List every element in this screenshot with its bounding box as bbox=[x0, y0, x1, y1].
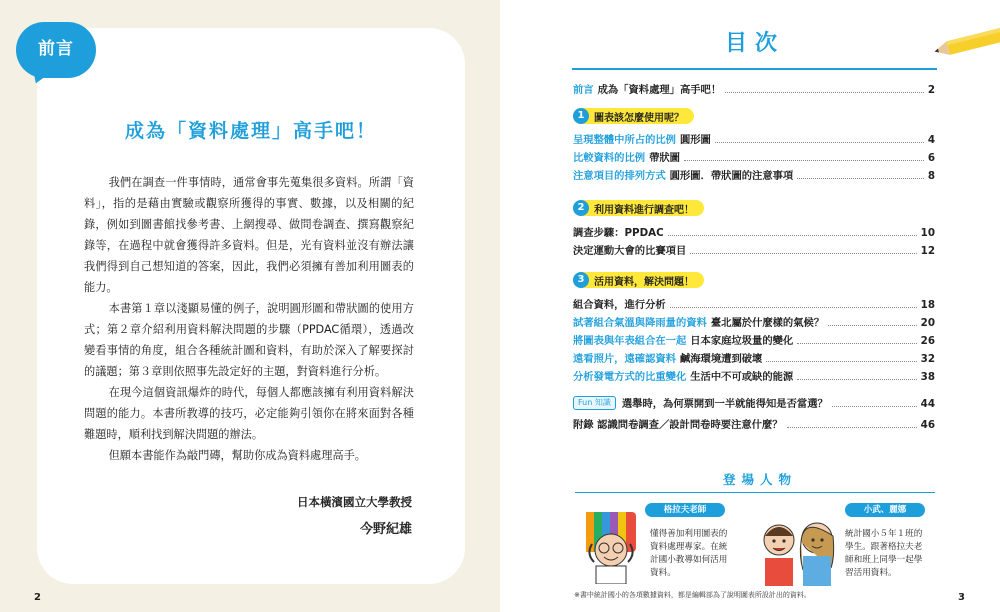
toc-item-title: 圓形圖 bbox=[679, 134, 711, 146]
toc-item-title: 鹹海環境遭到破壞 bbox=[679, 353, 763, 365]
toc-leader bbox=[715, 142, 924, 143]
students-illustration bbox=[757, 514, 841, 586]
character-name-tag: 小武、麗娜 bbox=[845, 503, 925, 517]
toc-item-page: 32 bbox=[920, 353, 935, 365]
toc-item-blue: 呈現整體中所占的比例 bbox=[573, 134, 676, 146]
toc-item-preface[interactable] bbox=[573, 80, 935, 96]
toc-item[interactable] bbox=[573, 367, 935, 383]
toc-item-page: 8 bbox=[927, 170, 935, 182]
toc-item-blue: 分析發電方式的比重變化 bbox=[573, 371, 687, 383]
toc-item[interactable] bbox=[573, 349, 935, 365]
character-name-tag: 格拉夫老師 bbox=[645, 503, 725, 517]
section-number: 1 bbox=[573, 108, 589, 124]
toc-leader bbox=[797, 379, 916, 380]
preface-paragraph: 我們在調查一件事情時，通常會事先蒐集很多資料。所謂「資料」，指的是藉由實驗或觀察所獲得的事實、數據，以及相關的紀錄，例如到圖書館找參考書、上網搜尋、做問卷調查、撰寫觀察紀錄等，在過程中就會獲得許多資料。但是，光有資料並沒有辦法讓我們得到自己想知道的答案，因此，我們必須擁有善加利用圖表的能力。 bbox=[84, 176, 414, 294]
toc-divider bbox=[572, 68, 937, 70]
toc-item-page: 6 bbox=[927, 152, 935, 164]
toc-item-fun[interactable] bbox=[573, 394, 935, 410]
preface-title: 成為「資料處理」高手吧！ bbox=[124, 120, 377, 142]
toc-title: 目次 bbox=[724, 31, 785, 56]
author-name: 今野紀雄 bbox=[359, 522, 412, 537]
toc-leader bbox=[797, 343, 916, 344]
author-affiliation: 日本橫濱國立大學教授 bbox=[297, 495, 412, 509]
toc-item-title: 選舉時，為何票開到一半就能得知是否當選？ bbox=[621, 398, 828, 410]
toc-item[interactable] bbox=[573, 148, 935, 164]
character-description: 懂得善加利用圖表的資料處理專家。在統計國小教導如何活用資料。 bbox=[650, 529, 728, 578]
toc-leader bbox=[684, 160, 924, 161]
toc-item-blue: 前言 bbox=[573, 84, 594, 96]
section-title: 利用資料進行調查吧！ bbox=[594, 204, 694, 216]
section-title: 圖表該怎麼使用呢？ bbox=[594, 112, 684, 124]
toc-item-appendix[interactable] bbox=[573, 415, 935, 431]
preface-paragraph: 在現今這個資訊爆炸的時代，每個人都應該擁有利用資料解決問題的能力。本書所教導的技巧，必定能夠引領你在將來面對各種難題時，順利找到解決問題的辦法。 bbox=[84, 386, 414, 441]
toc-leader bbox=[832, 406, 917, 407]
toc-item-title: 臺北屬於什麼樣的氣候？ bbox=[710, 317, 825, 329]
toc-item-blue: 將圖表與年表組合在一起 bbox=[573, 335, 687, 347]
toc-item-title: 生活中不可或缺的能源 bbox=[690, 371, 794, 383]
characters-title: 登場人物 bbox=[722, 472, 797, 487]
toc-item[interactable] bbox=[573, 313, 935, 329]
signature bbox=[297, 494, 412, 537]
toc-item-page: 10 bbox=[920, 227, 935, 239]
character-description: 統計國小５年１班的學生。跟著格拉夫老師和班上同學一起學習活用資料。 bbox=[845, 529, 923, 578]
toc-item-page: 2 bbox=[927, 84, 935, 96]
teacher-illustration bbox=[580, 510, 642, 584]
toc-item-page: 12 bbox=[920, 245, 935, 257]
pencil-icon bbox=[934, 10, 1000, 80]
toc-item-page: 38 bbox=[920, 371, 935, 383]
toc-leader bbox=[797, 178, 924, 179]
toc-item-title: 成為「資料處理」高手吧！ bbox=[597, 84, 722, 96]
toc-leader bbox=[670, 307, 917, 308]
toc-item-title: 決定運動大會的比賽項目 bbox=[573, 245, 687, 257]
toc-item-blue: 注意項目的排列方式 bbox=[573, 170, 666, 182]
toc-item-title: 帶狀圖 bbox=[649, 152, 680, 164]
section-header-3[interactable] bbox=[573, 272, 704, 288]
page-number-right: 3 bbox=[958, 592, 965, 603]
toc-item-title: 調查步驟：PPDAC bbox=[573, 227, 664, 239]
footnote: ※書中統計國小的各項數據資料，都是編輯部為了說明圖表所設計出的資料。 bbox=[574, 591, 811, 599]
toc-item[interactable] bbox=[573, 295, 935, 311]
toc-leader bbox=[828, 325, 917, 326]
toc-item-title: 圓形圖．帶狀圖的注意事項 bbox=[669, 170, 794, 182]
toc-leader bbox=[668, 235, 917, 236]
toc-item-blue: 試著組合氣溫與降雨量的資料 bbox=[573, 317, 707, 329]
toc-leader bbox=[787, 427, 917, 428]
toc-item[interactable] bbox=[573, 130, 935, 146]
toc-item-page: 44 bbox=[920, 398, 935, 410]
section-header-1[interactable] bbox=[573, 108, 694, 124]
section-header-2[interactable] bbox=[573, 200, 704, 216]
toc-item-page: 4 bbox=[927, 134, 935, 146]
fun-knowledge-tag: Fun 知識 bbox=[573, 396, 616, 410]
preface-paragraph: 但願本書能作為敲門磚，幫助你成為資料處理高手。 bbox=[108, 449, 366, 462]
toc-item[interactable] bbox=[573, 223, 935, 239]
toc-item[interactable] bbox=[573, 331, 935, 347]
section-number: 2 bbox=[573, 200, 589, 216]
characters-divider bbox=[575, 492, 935, 493]
toc-item-blue: 遠看照片，遠確認資料 bbox=[573, 353, 676, 365]
toc-item[interactable] bbox=[573, 241, 935, 257]
toc-item-page: 26 bbox=[920, 335, 935, 347]
toc-item[interactable] bbox=[573, 166, 935, 182]
toc-leader bbox=[690, 253, 916, 254]
toc-item-page: 18 bbox=[920, 299, 935, 311]
page-number-left: 2 bbox=[34, 592, 41, 603]
preface-body bbox=[84, 172, 414, 466]
toc-item-blue: 比較資料的比例 bbox=[573, 152, 646, 164]
toc-item-page: 20 bbox=[920, 317, 935, 329]
toc-item-title: 附錄 認識問卷調查／設計問卷時要注意什麼？ bbox=[573, 419, 783, 431]
section-number: 3 bbox=[573, 272, 589, 288]
toc-leader bbox=[766, 361, 916, 362]
preface-paragraph: 本書第１章以淺顯易懂的例子，說明圓形圖和帶狀圖的使用方式；第２章介紹利用資料解決問題的步驟（PPDAC循環），透過改變看事情的角度，組合各種統計圖和資料，有助於深入了解要探討的議題；第３章則依照事先設定好的主題，對資料進行分析。 bbox=[84, 302, 414, 378]
toc-leader bbox=[725, 92, 924, 93]
toc-item-page: 46 bbox=[920, 419, 935, 431]
section-title: 活用資料，解決問題！ bbox=[594, 276, 694, 288]
preface-badge: 前言 bbox=[16, 22, 96, 78]
toc-item-title: 日本家庭垃圾量的變化 bbox=[690, 335, 794, 347]
toc-item-title: 組合資料，進行分析 bbox=[573, 299, 666, 311]
